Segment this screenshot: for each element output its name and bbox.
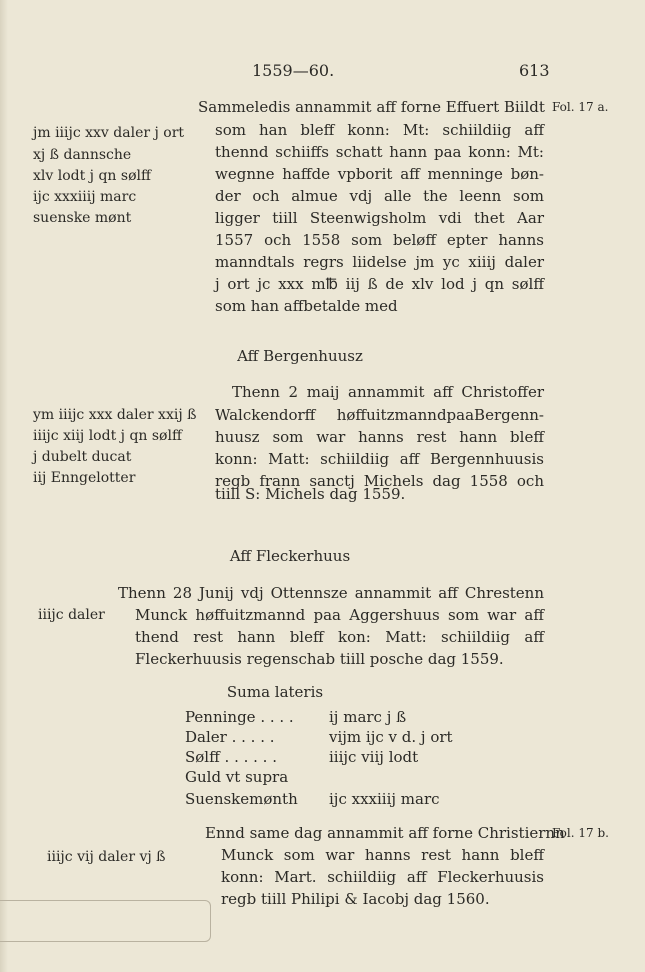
- summary-value: ij marc j ß: [329, 708, 407, 726]
- margin-amount: jm iiijc xxv daler j ort: [33, 125, 185, 141]
- page-number: 613: [519, 61, 550, 80]
- text-line: thend rest hann bleff kon: Matt: schiildiig aff: [135, 628, 544, 646]
- margin-amount: iiijc daler: [38, 607, 105, 623]
- text-line: Thenn 28 Junij vdj Ottennsze annammit aff Chrestenn: [118, 584, 544, 602]
- text-line: der och almue vdj alle the leenn som: [215, 187, 544, 205]
- binding-mark: [0, 900, 211, 942]
- text-line: huusz som war hanns rest hann bleff: [215, 428, 544, 446]
- margin-amount: iiijc xiij lodt j qn sølff: [33, 428, 182, 444]
- summary-label: Daler . . . . .: [185, 728, 275, 746]
- text-line: Thenn 2 maij annammit aff Christoffer: [232, 383, 544, 401]
- summary-value: iiijc viij lodt: [329, 748, 419, 766]
- text-line: thennd schiiffs schatt hann paa konn: Mt:: [215, 143, 544, 161]
- summary-label: Sølff . . . . . .: [185, 748, 277, 766]
- text-line: konn: Matt: schiildiig aff Bergennhuusis: [215, 450, 544, 468]
- section-heading: Aff Bergenhuusz: [237, 347, 363, 365]
- page-header-years: 1559—60.: [252, 61, 335, 80]
- margin-amount: ym iiijc xxx daler xxij ß: [33, 407, 197, 423]
- page-edge: [0, 0, 8, 972]
- margin-amount: xlv lodt j qn sølff: [33, 168, 151, 184]
- folio-marker: Fol. 17 a.: [552, 100, 609, 114]
- text-line: som han affbetalde med: [215, 297, 398, 315]
- text-line: Fleckerhuusis regenschab tiill posche dag 1559.: [135, 650, 504, 668]
- margin-amount: xj ß dannsche: [33, 147, 132, 163]
- text-line: j ort jc xxx m℔ iij ß de xlv lod j qn sølff: [215, 275, 544, 293]
- text-line: 1557 och 1558 som beløff epter hanns: [215, 231, 544, 249]
- text-line: Munck høffuitzmannd paa Aggershuus som war aff: [135, 606, 544, 624]
- text-line: manndtals regrs liidelse jm yc xiiij daler: [215, 253, 544, 271]
- text-line: regb tiill Philipi & Iacobj dag 1560.: [221, 890, 490, 908]
- text-line: regb frann sanctj Michels dag 1558 och: [215, 472, 544, 490]
- text-line: konn: Mart. schiildiig aff Fleckerhuusis: [221, 868, 544, 886]
- margin-amount: iij Enngelotter: [33, 470, 136, 486]
- summary-value: ijc xxxiiij marc: [329, 790, 440, 808]
- summary-value: vijm ijc v d. j ort: [329, 728, 453, 746]
- text-line: wegnne haffde vpborit aff menninge bøn-: [215, 165, 544, 183]
- margin-amount: iiijc vij daler vj ß: [47, 849, 166, 865]
- text-line: ligger tiill Steenwigsholm vdi thet Aar: [215, 209, 544, 227]
- summary-label: Guld vt supra: [185, 768, 289, 786]
- margin-amount: j dubelt ducat: [33, 449, 132, 465]
- text-line: Walckendorff høffuitzmanndpaaBergenn-: [215, 406, 544, 424]
- margin-amount: ijc xxxiiij marc: [33, 189, 137, 205]
- summary-label: Suenskemønth: [185, 790, 298, 808]
- text-line: Munck som war hanns rest hann bleff: [221, 846, 544, 864]
- text-line: tiill S: Michels dag 1559.: [215, 485, 406, 503]
- text-line: Ennd same dag annammit aff forne Christiernn: [205, 824, 565, 842]
- text-line: Sammeledis annammit aff forne Effuert Biildt: [198, 98, 545, 116]
- folio-marker: Fol. 17 b.: [552, 826, 609, 840]
- summary-heading: Suma lateris: [226, 683, 324, 701]
- section-heading: Aff Fleckerhuus: [229, 547, 351, 565]
- summary-label: Penninge . . . .: [185, 708, 294, 726]
- margin-amount: suenske mønt: [33, 210, 132, 226]
- text-line: som han bleff konn: Mt: schiildiig aff: [215, 121, 544, 139]
